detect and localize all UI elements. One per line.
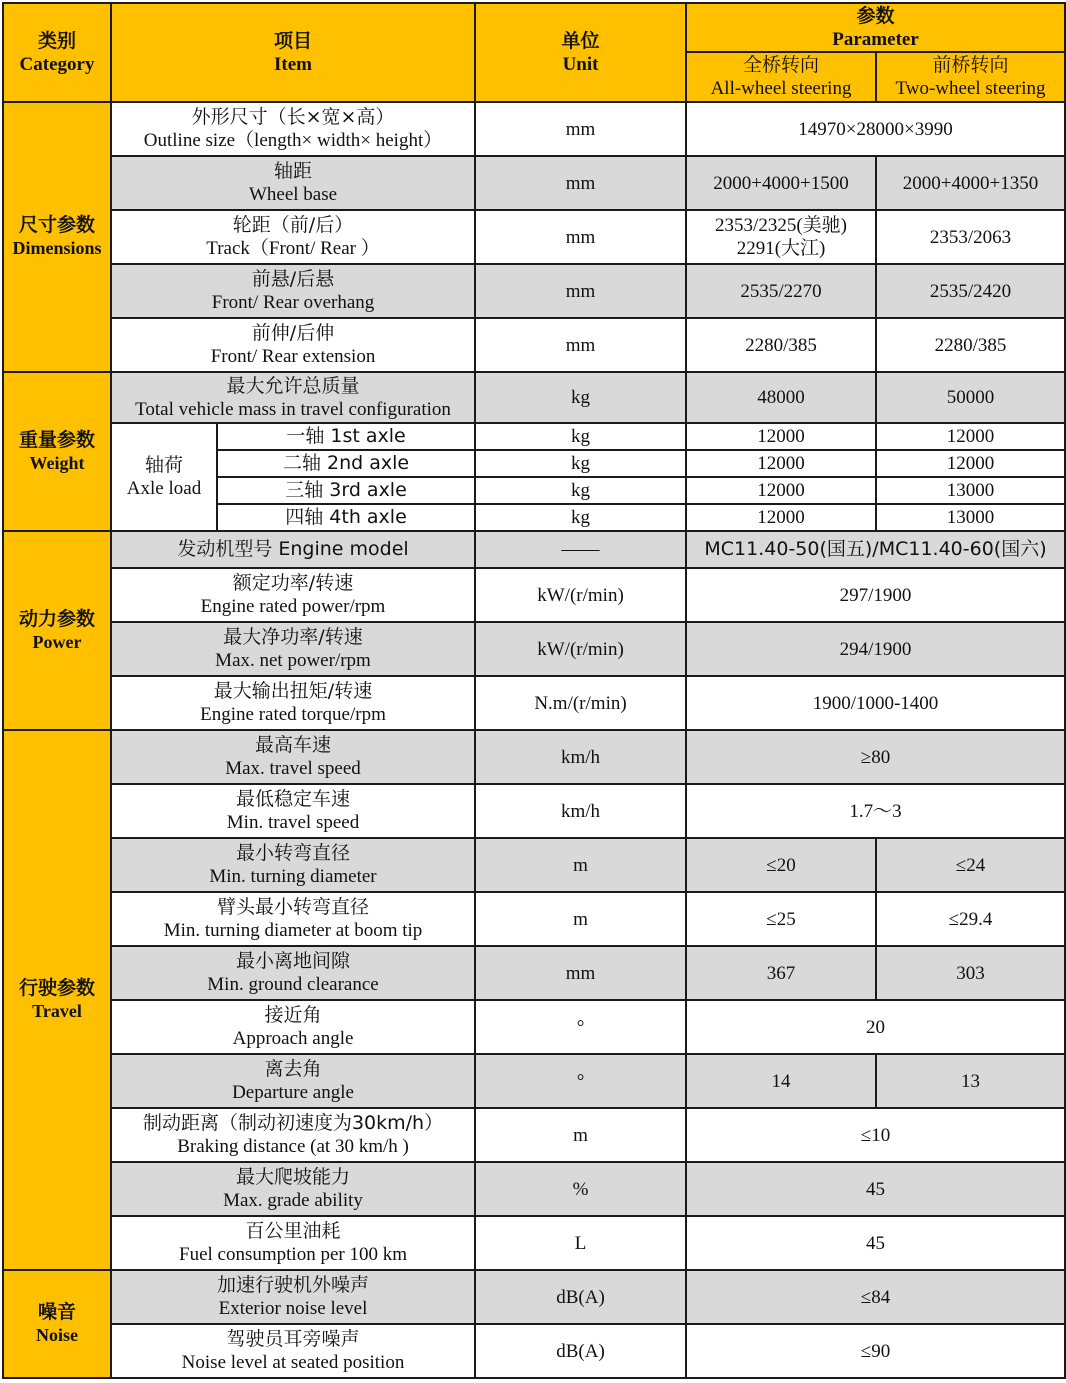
table-row xyxy=(3,531,1065,568)
item-wheelbase: 轴距 Wheel base xyxy=(111,156,475,210)
item-engine-model: 发动机型号 Engine model xyxy=(111,531,475,568)
table-row xyxy=(3,1216,1065,1270)
table-row xyxy=(3,946,1065,1000)
value-cell: 20 xyxy=(686,1000,1065,1054)
item-extension: 前伸/后伸 Front/ Rear extension xyxy=(111,318,475,372)
item-turning-diameter-tip: 臂头最小转弯直径 Min. turning diameter at boom tip xyxy=(111,892,475,946)
header-parameter: 参数 Parameter xyxy=(686,3,1065,52)
value-cell: 297/1900 xyxy=(686,568,1065,622)
unit-cell: ° xyxy=(475,1000,686,1054)
item-approach-angle: 接近角 Approach angle xyxy=(111,1000,475,1054)
table-row xyxy=(3,423,1065,450)
table-row xyxy=(3,1270,1065,1324)
table-row xyxy=(3,892,1065,946)
value-all-wheel: ≤20 xyxy=(686,838,876,892)
unit-cell: m xyxy=(475,838,686,892)
header-unit: 单位 Unit xyxy=(475,3,686,102)
table-row xyxy=(3,156,1065,210)
category-noise: 噪音 Noise xyxy=(3,1270,111,1378)
unit-cell: kW/(r/min) xyxy=(475,622,686,676)
value-cell: 294/1900 xyxy=(686,622,1065,676)
unit-cell: dB(A) xyxy=(475,1324,686,1378)
unit-cell: kg xyxy=(475,450,686,477)
item-total-mass: 最大允许总质量 Total vehicle mass in travel configuration xyxy=(111,372,475,423)
table-row xyxy=(3,622,1065,676)
header-item: 项目 Item xyxy=(111,3,475,102)
item-axle-3: 三轴 3rd axle xyxy=(217,477,475,504)
category-power: 动力参数 Power xyxy=(3,531,111,730)
unit-cell: N.m/(r/min) xyxy=(475,676,686,730)
table-row xyxy=(3,568,1065,622)
value-cell: 45 xyxy=(686,1216,1065,1270)
item-fuel-consumption: 百公里油耗 Fuel consumption per 100 km xyxy=(111,1216,475,1270)
value-all-wheel: 48000 xyxy=(686,372,876,423)
item-min-speed: 最低稳定车速 Min. travel speed xyxy=(111,784,475,838)
value-cell: 1900/1000-1400 xyxy=(686,676,1065,730)
value-cell: MC11.40-50(国五)/MC11.40-60(国六) xyxy=(686,531,1065,568)
item-axle-2: 二轴 2nd axle xyxy=(217,450,475,477)
value-two-wheel: 303 xyxy=(876,946,1065,1000)
unit-cell: m xyxy=(475,1108,686,1162)
value-all-wheel: ≤25 xyxy=(686,892,876,946)
unit-cell: mm xyxy=(475,946,686,1000)
unit-cell: kW/(r/min) xyxy=(475,568,686,622)
header-category: 类别 Category xyxy=(3,3,111,102)
item-exterior-noise: 加速行驶机外噪声 Exterior noise level xyxy=(111,1270,475,1324)
item-ground-clearance: 最小离地间隙 Min. ground clearance xyxy=(111,946,475,1000)
item-axle-1: 一轴 1st axle xyxy=(217,423,475,450)
value-two-wheel: 13 xyxy=(876,1054,1065,1108)
item-departure-angle: 离去角 Departure angle xyxy=(111,1054,475,1108)
value-all-wheel: 367 xyxy=(686,946,876,1000)
value-two-wheel: 50000 xyxy=(876,372,1065,423)
item-overhang: 前悬/后悬 Front/ Rear overhang xyxy=(111,264,475,318)
item-grade-ability: 最大爬坡能力 Max. grade ability xyxy=(111,1162,475,1216)
spec-table xyxy=(2,2,1066,1379)
item-track: 轮距（前/后） Track（Front/ Rear ） xyxy=(111,210,475,264)
value-two-wheel: 2535/2420 xyxy=(876,264,1065,318)
value-cell: 45 xyxy=(686,1162,1065,1216)
item-net-power: 最大净功率/转速 Max. net power/rpm xyxy=(111,622,475,676)
value-all-wheel: 12000 xyxy=(686,423,876,450)
table-row xyxy=(3,730,1065,784)
value-two-wheel: 2280/385 xyxy=(876,318,1065,372)
value-two-wheel: 12000 xyxy=(876,450,1065,477)
table-row xyxy=(3,372,1065,423)
value-cell: ≥80 xyxy=(686,730,1065,784)
table-row xyxy=(3,784,1065,838)
table-row xyxy=(3,1000,1065,1054)
value-cell: ≤10 xyxy=(686,1108,1065,1162)
value-all-wheel: 12000 xyxy=(686,477,876,504)
value-two-wheel: ≤24 xyxy=(876,838,1065,892)
value-cell: ≤84 xyxy=(686,1270,1065,1324)
table-row xyxy=(3,676,1065,730)
value-two-wheel: 13000 xyxy=(876,504,1065,531)
item-braking-distance: 制动距离（制动初速度为30km/h） Braking distance (at 30 km/h ) xyxy=(111,1108,475,1162)
unit-cell: L xyxy=(475,1216,686,1270)
unit-cell: mm xyxy=(475,264,686,318)
item-seat-noise: 驾驶员耳旁噪声 Noise level at seated position xyxy=(111,1324,475,1378)
value-two-wheel: 13000 xyxy=(876,477,1065,504)
table-row xyxy=(3,102,1065,156)
value-all-wheel: 12000 xyxy=(686,504,876,531)
header-two-wheel: 前桥转向 Two-wheel steering xyxy=(876,52,1065,102)
unit-cell: ° xyxy=(475,1054,686,1108)
item-axle-load: 轴荷 Axle load xyxy=(111,423,217,531)
unit-cell: m xyxy=(475,892,686,946)
table-row xyxy=(3,210,1065,264)
value-two-wheel: 2353/2063 xyxy=(876,210,1065,264)
item-rated-power: 额定功率/转速 Engine rated power/rpm xyxy=(111,568,475,622)
unit-cell: kg xyxy=(475,372,686,423)
category-travel: 行驶参数 Travel xyxy=(3,730,111,1270)
table-row xyxy=(3,1324,1065,1378)
table-row xyxy=(3,318,1065,372)
item-turning-diameter: 最小转弯直径 Min. turning diameter xyxy=(111,838,475,892)
value-all-wheel: 2280/385 xyxy=(686,318,876,372)
table-row xyxy=(3,264,1065,318)
item-torque: 最大输出扭矩/转速 Engine rated torque/rpm xyxy=(111,676,475,730)
unit-cell: mm xyxy=(475,156,686,210)
unit-cell: kg xyxy=(475,477,686,504)
item-max-speed: 最高车速 Max. travel speed xyxy=(111,730,475,784)
unit-cell: km/h xyxy=(475,730,686,784)
unit-cell: mm xyxy=(475,318,686,372)
unit-cell: —— xyxy=(475,531,686,568)
value-all-wheel: 2000+4000+1500 xyxy=(686,156,876,210)
value-all-wheel: 2353/2325(美驰) 2291(大江) xyxy=(686,210,876,264)
header-all-wheel: 全桥转向 All-wheel steering xyxy=(686,52,876,102)
category-dimensions: 尺寸参数 Dimensions xyxy=(3,102,111,372)
category-weight: 重量参数 Weight xyxy=(3,372,111,531)
unit-cell: dB(A) xyxy=(475,1270,686,1324)
unit-cell: mm xyxy=(475,210,686,264)
value-two-wheel: ≤29.4 xyxy=(876,892,1065,946)
item-axle-4: 四轴 4th axle xyxy=(217,504,475,531)
unit-cell: kg xyxy=(475,423,686,450)
table-row xyxy=(3,838,1065,892)
value-cell: 14970×28000×3990 xyxy=(686,102,1065,156)
item-outline: 外形尺寸（长×宽×高） Outline size（length× width× height） xyxy=(111,102,475,156)
table-row xyxy=(3,1108,1065,1162)
table-row xyxy=(3,1162,1065,1216)
unit-cell: % xyxy=(475,1162,686,1216)
value-two-wheel: 2000+4000+1350 xyxy=(876,156,1065,210)
table-row xyxy=(3,1054,1065,1108)
unit-cell: mm xyxy=(475,102,686,156)
value-all-wheel: 2535/2270 xyxy=(686,264,876,318)
value-two-wheel: 12000 xyxy=(876,423,1065,450)
value-all-wheel: 12000 xyxy=(686,450,876,477)
value-cell: 1.7～3 xyxy=(686,784,1065,838)
value-all-wheel: 14 xyxy=(686,1054,876,1108)
value-cell: ≤90 xyxy=(686,1324,1065,1378)
unit-cell: km/h xyxy=(475,784,686,838)
unit-cell: kg xyxy=(475,504,686,531)
